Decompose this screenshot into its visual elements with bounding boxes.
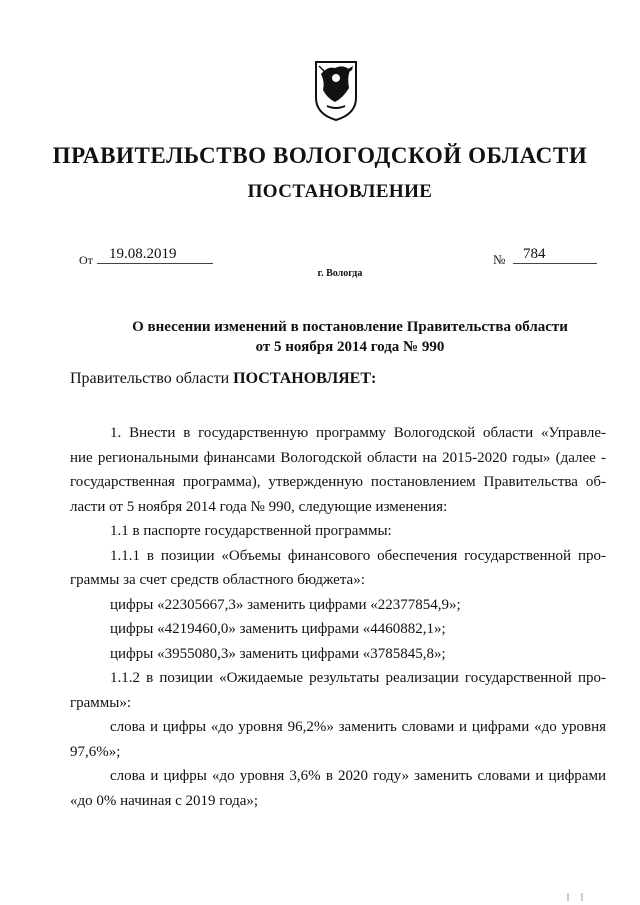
preamble-bold: ПОСТАНОВЛЯЕТ: bbox=[233, 370, 377, 387]
document-number: 784 bbox=[513, 246, 597, 264]
body-line: 1.1.2 в позиции «Ожидаемые результаты реализации государственной про- bbox=[110, 670, 606, 686]
body-line: государственная программа), утвержденную постановлением Правительства об- bbox=[70, 474, 606, 490]
body-line: 1.1 в паспорте государственной программы: bbox=[110, 523, 392, 539]
body-line: 1. Внести в государственную программу Вологодской области «Управле- bbox=[110, 425, 606, 441]
document-body bbox=[70, 421, 606, 813]
body-line: цифры «3955080,3» заменить цифрами «3785845,8»; bbox=[110, 645, 446, 662]
body-line: ласти от 5 ноября 2014 года № 990, следующие изменения: bbox=[70, 498, 448, 515]
document-subject bbox=[90, 317, 610, 357]
body-line: ние региональными финансами Вологодской области на 2015-2020 годы» (далее - bbox=[70, 449, 606, 466]
body-line: граммы»: bbox=[70, 694, 132, 711]
body-line: слова и цифры «до уровня 3,6% в 2020 году» заменить словами и цифрами bbox=[110, 768, 606, 784]
body-line: цифры «4219460,0» заменить цифрами «4460882,1»; bbox=[110, 621, 446, 637]
body-line: цифры «22305667,3» заменить цифрами «22377854,9»; bbox=[110, 596, 461, 613]
body-line: 1.1.1 в позиции «Объемы финансового обеспечения государственной про- bbox=[110, 547, 606, 564]
body-line: граммы за счет средств областного бюджета»: bbox=[70, 572, 365, 588]
city: г. Вологда bbox=[317, 268, 363, 279]
date-label: От bbox=[79, 253, 93, 267]
subject-line-1: О внесении изменений в постановление Правительства области bbox=[132, 319, 568, 335]
subject-line-2: от 5 ноября 2014 года № 990 bbox=[255, 339, 445, 355]
document-date: 19.08.2019 bbox=[97, 246, 213, 264]
body-line: «до 0% начиная с 2019 года»; bbox=[70, 792, 259, 809]
number-label: № bbox=[493, 252, 506, 267]
document-type: ПОСТАНОВЛЕНИЕ bbox=[247, 181, 433, 202]
coat-of-arms-icon bbox=[313, 58, 359, 122]
body-line: 97,6%»; bbox=[70, 743, 121, 760]
scan-marks bbox=[566, 893, 586, 903]
body-line: слова и цифры «до уровня 96,2%» заменить словами и цифрами «до уровня bbox=[110, 719, 606, 735]
preamble bbox=[70, 370, 376, 388]
government-title: ПРАВИТЕЛЬСТВО ВОЛОГОДСКОЙ ОБЛАСТИ bbox=[52, 143, 588, 168]
preamble-text: Правительство области bbox=[70, 370, 234, 387]
